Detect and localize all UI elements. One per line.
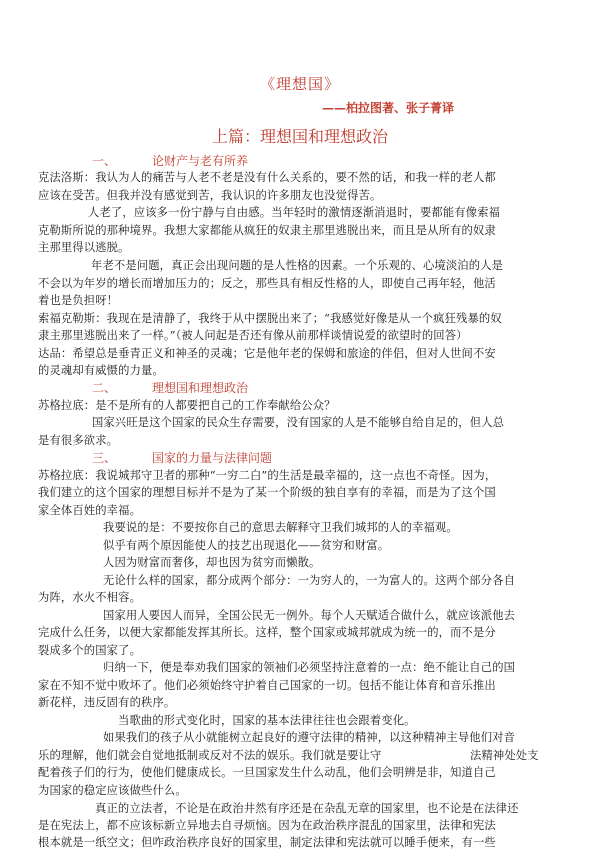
body-line: 为国家的稳定应该做些什么。 <box>38 784 187 797</box>
body-line: 人因为财富而奢侈，却也因为贫穷而懒散。 <box>103 556 321 569</box>
body-line: 如果我们的孩子从小就能树立起良好的遵守法律的精神，以这种精神主导他们对音 <box>103 731 516 744</box>
section-title: 国家的力量与法律问题 <box>152 451 273 465</box>
body-line: 为阵，水火不相容。 <box>38 591 142 604</box>
body-line: 是在宪法上，都不应该标新立异地去自寻烦恼。因为在政治秩序混乱的国家里，法律和宪法 <box>38 819 496 832</box>
body-line: 隶主那里逃脱出来了一样。”（被人问起是否还有像从前那样谈情说爱的欲望时的回答） <box>38 329 468 342</box>
body-line: 不会以为年岁的增长而增加压力的；反之，那些具有相反性格的人，即使自己再年轻，他活 <box>38 277 496 290</box>
body-line: 我们建立的这个国家的理想目标并不是为了某一个阶级的独自享有的幸福，而是为了这个国 <box>38 486 496 499</box>
body-line: 配着孩子们的行为，使他们健康成长。一旦国家发生什么动乱，他们会明辨是非，知道自己 <box>38 766 496 779</box>
body-line: 人老了，应该多一份宁静与自由感。当年轻时的激情逐渐消退时，要都能有像索福 <box>88 206 501 219</box>
body-line: 着也是负担呀！ <box>38 294 119 307</box>
body-line: 是有很多欲求。 <box>38 434 119 447</box>
section-number: 三、 <box>92 451 117 465</box>
body-line: 主那里得以逃脱。 <box>38 241 130 254</box>
body-line: 家在不知不觉中败坏了。他们必须始终守护着自己国家的一切。包括不能让体育和音乐推出 <box>38 679 496 692</box>
body-line: 似乎有两个原因能使人的技艺出现退化——贫穷和财富。 <box>103 539 390 552</box>
author-translator-byline: ——柏拉图著、张子菁译 <box>322 101 455 115</box>
body-line: 的灵魂却有威慑的力量。 <box>38 364 164 377</box>
section-number: 二、 <box>92 381 117 395</box>
body-line: 归纳一下，便是奉劝我们国家的领袖们必须坚持注意着的一点：绝不能让自己的国 <box>103 661 516 674</box>
body-line: 克法洛斯：我认为人的痛苦与人老不老是没有什么关系的，要不然的话，和我一样的老人都 <box>38 171 496 184</box>
body-line: 法精神处处支 <box>470 749 539 762</box>
body-line: 我要说的是：不要按你自己的意思去解释守卫我们城邦的人的幸福观。 <box>103 521 458 534</box>
body-line: 完成什么任务，以便大家都能发挥其所长。这样，整个国家或城邦就成为统一的，而不是分 <box>38 626 496 639</box>
body-line: 根本就是一纸空文；但咋政治秩序良好的国家里，制定法律和宪法就可以睡手便来，有一些 <box>38 836 496 849</box>
section-heading-1 <box>92 152 248 169</box>
body-line: 真正的立法者，不论是在政治井然有序还是在杂乱无章的国家里，也不论是在法律还 <box>95 802 519 815</box>
body-line: 新花样，违反固有的秩序。 <box>38 696 176 709</box>
section-heading-3 <box>92 449 272 466</box>
body-line: 索福克勒斯：我现在是清静了，我终于从中摆脱出来了；“我感觉好像是从一个疯狂残暴的奴 <box>38 312 502 325</box>
section-title: 论财产与老有所养 <box>152 154 249 168</box>
book-title: 《理想国》 <box>259 75 340 93</box>
body-line: 克勒斯所说的那种境界。我想大家都能从疯狂的奴隶主那里逃脱出来，而且是从所有的奴隶 <box>38 224 496 237</box>
body-line: 应该在受苦。但我并没有感觉到苦，我认识的许多朋友也没觉得苦。 <box>38 189 382 202</box>
body-line: 达品：希望总是垂青正义和神圣的灵魂；它是他年老的保姆和旅途的伴侣，但对人世间不安 <box>38 347 496 360</box>
body-line: 国家用人要因人而异，全国公民无一例外。每个人天赋适合做什么，就应该派他去 <box>103 609 516 622</box>
body-line: 无论什么样的国家，都分成两个部分：一为穷人的，一为富人的。这两个部分各自 <box>103 574 516 587</box>
section-number: 一、 <box>92 154 117 168</box>
body-line: 国家兴旺是这个国家的民众生存需要，没有国家的人是不能够自给自足的，但人总 <box>92 416 505 429</box>
section-title: 理想国和理想政治 <box>152 381 249 395</box>
body-line: 裂成多个的国家了。 <box>38 644 142 657</box>
body-line: 年老不是问题，真正会出现问题的是人性格的因素。一个乐观的、心境淡泊的人是 <box>91 259 504 272</box>
body-line: 当歌曲的形式变化时，国家的基本法律往往也会跟着变化。 <box>118 714 416 727</box>
part-title: 上篇：理想国和理想政治 <box>211 127 388 146</box>
section-heading-2 <box>92 379 248 396</box>
body-line: 家全体百姓的幸福。 <box>38 504 142 517</box>
body-line: 乐的理解，他们就会自觉地抵制或反对不法的娱乐。我们就是要让守 <box>38 749 382 762</box>
body-line: 苏格拉底：我说城邦守卫者的那种“一穷二白”的生活是最幸福的，这一点也不奇怪。因为， <box>38 469 497 482</box>
body-line: 苏格拉底：是不是所有的人都要把自己的工作奉献给公众？ <box>38 399 336 412</box>
